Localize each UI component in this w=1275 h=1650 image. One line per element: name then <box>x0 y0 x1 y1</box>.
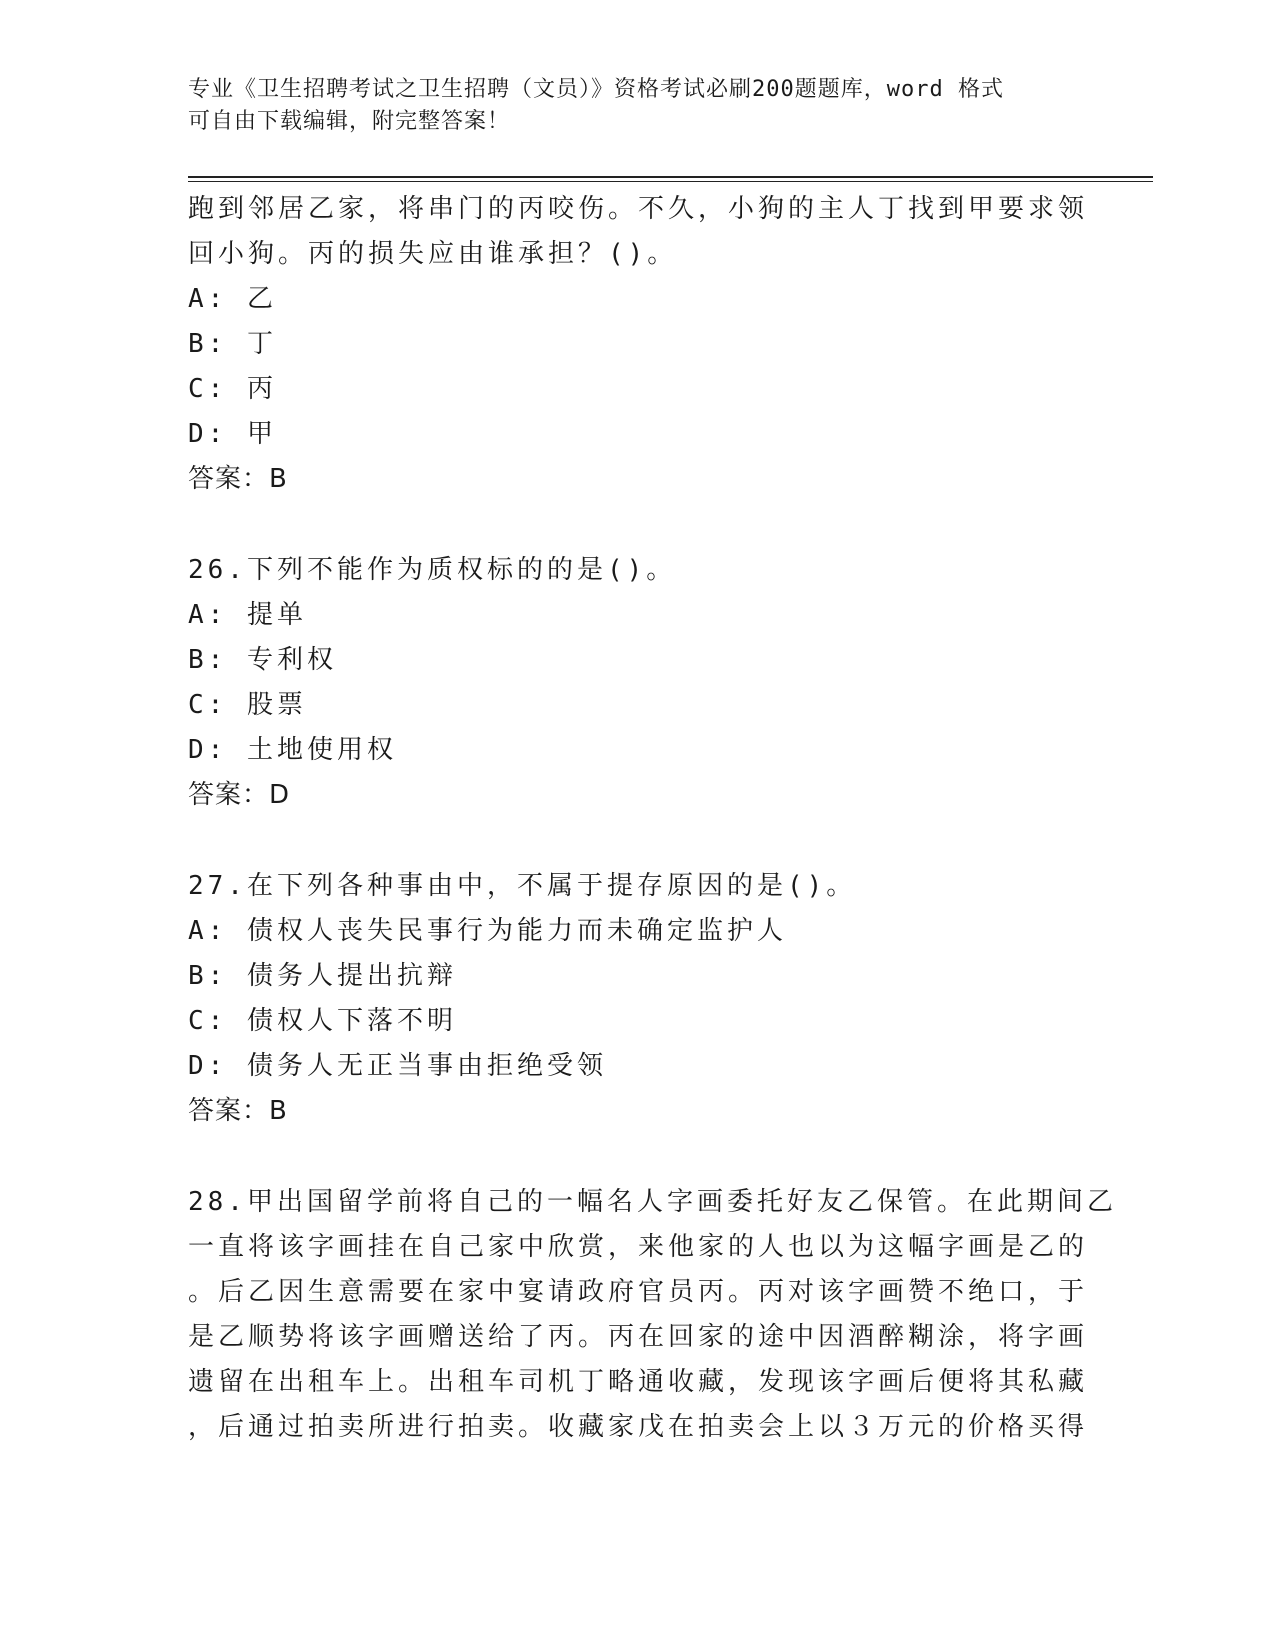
option-b: B: 债务人提出抗辩 <box>188 961 457 991</box>
option-a: A: 乙 <box>188 284 277 314</box>
question-text: 跑到邻居乙家，将串门的丙咬伤。不久，小狗的主人丁找到甲要求领 <box>188 194 1089 224</box>
document-body <box>188 187 1117 1450</box>
answer-label: 答案：D <box>188 780 291 810</box>
question-text: 遗留在出租车上。出租车司机丁略通收藏，发现该字画后便将其私藏 <box>188 1367 1089 1397</box>
spacer <box>188 1134 1093 1180</box>
option-b: B: 丁 <box>188 329 277 359</box>
question-text: ，后通过拍卖所进行拍卖。收藏家戊在拍卖会上以３万元的价格买得 <box>188 1412 1089 1442</box>
header-rule-thick <box>188 176 1153 178</box>
question-text: 28.甲出国留学前将自己的一幅名人字画委托好友乙保管。在此期间乙 <box>188 1187 1117 1217</box>
question-text: 27.在下列各种事由中，不属于提存原因的是()。 <box>188 871 857 901</box>
question-text: 回小狗。丙的损失应由谁承担？()。 <box>188 239 678 269</box>
answer-label: 答案：B <box>188 464 288 494</box>
answer-label: 答案：B <box>188 1096 288 1126</box>
option-c: C: 股票 <box>188 690 307 720</box>
spacer <box>188 818 1093 864</box>
header-line-1: 专业《卫生招聘考试之卫生招聘（文员）》资格考试必刷200题题库，word 格式 <box>188 77 1004 102</box>
option-d: D: 土地使用权 <box>188 735 397 765</box>
question-28 <box>188 1180 1117 1450</box>
question-text: 是乙顺势将该字画赠送给了丙。丙在回家的途中因酒醉糊涂，将字画 <box>188 1322 1089 1352</box>
question-27 <box>188 864 1093 1134</box>
question-25 <box>188 187 1093 502</box>
option-a: A: 提单 <box>188 600 307 630</box>
option-c: C: 丙 <box>188 374 277 404</box>
question-text: 。后乙因生意需要在家中宴请政府官员丙。丙对该字画赞不绝口，于 <box>188 1277 1089 1307</box>
option-b: B: 专利权 <box>188 645 337 675</box>
question-text: 一直将该字画挂在自己家中欣赏，来他家的人也以为这幅字画是乙的 <box>188 1232 1089 1262</box>
question-26 <box>188 548 1093 818</box>
question-text: 26.下列不能作为质权标的的是()。 <box>188 555 677 585</box>
option-c: C: 债权人下落不明 <box>188 1006 457 1036</box>
header-rule-thin <box>188 181 1153 182</box>
document-header <box>188 74 1088 138</box>
header-line-2: 可自由下载编辑，附完整答案！ <box>188 109 511 134</box>
option-a: A: 债权人丧失民事行为能力而未确定监护人 <box>188 916 787 946</box>
spacer <box>188 502 1093 548</box>
option-d: D: 甲 <box>188 419 277 449</box>
option-d: D: 债务人无正当事由拒绝受领 <box>188 1051 607 1081</box>
